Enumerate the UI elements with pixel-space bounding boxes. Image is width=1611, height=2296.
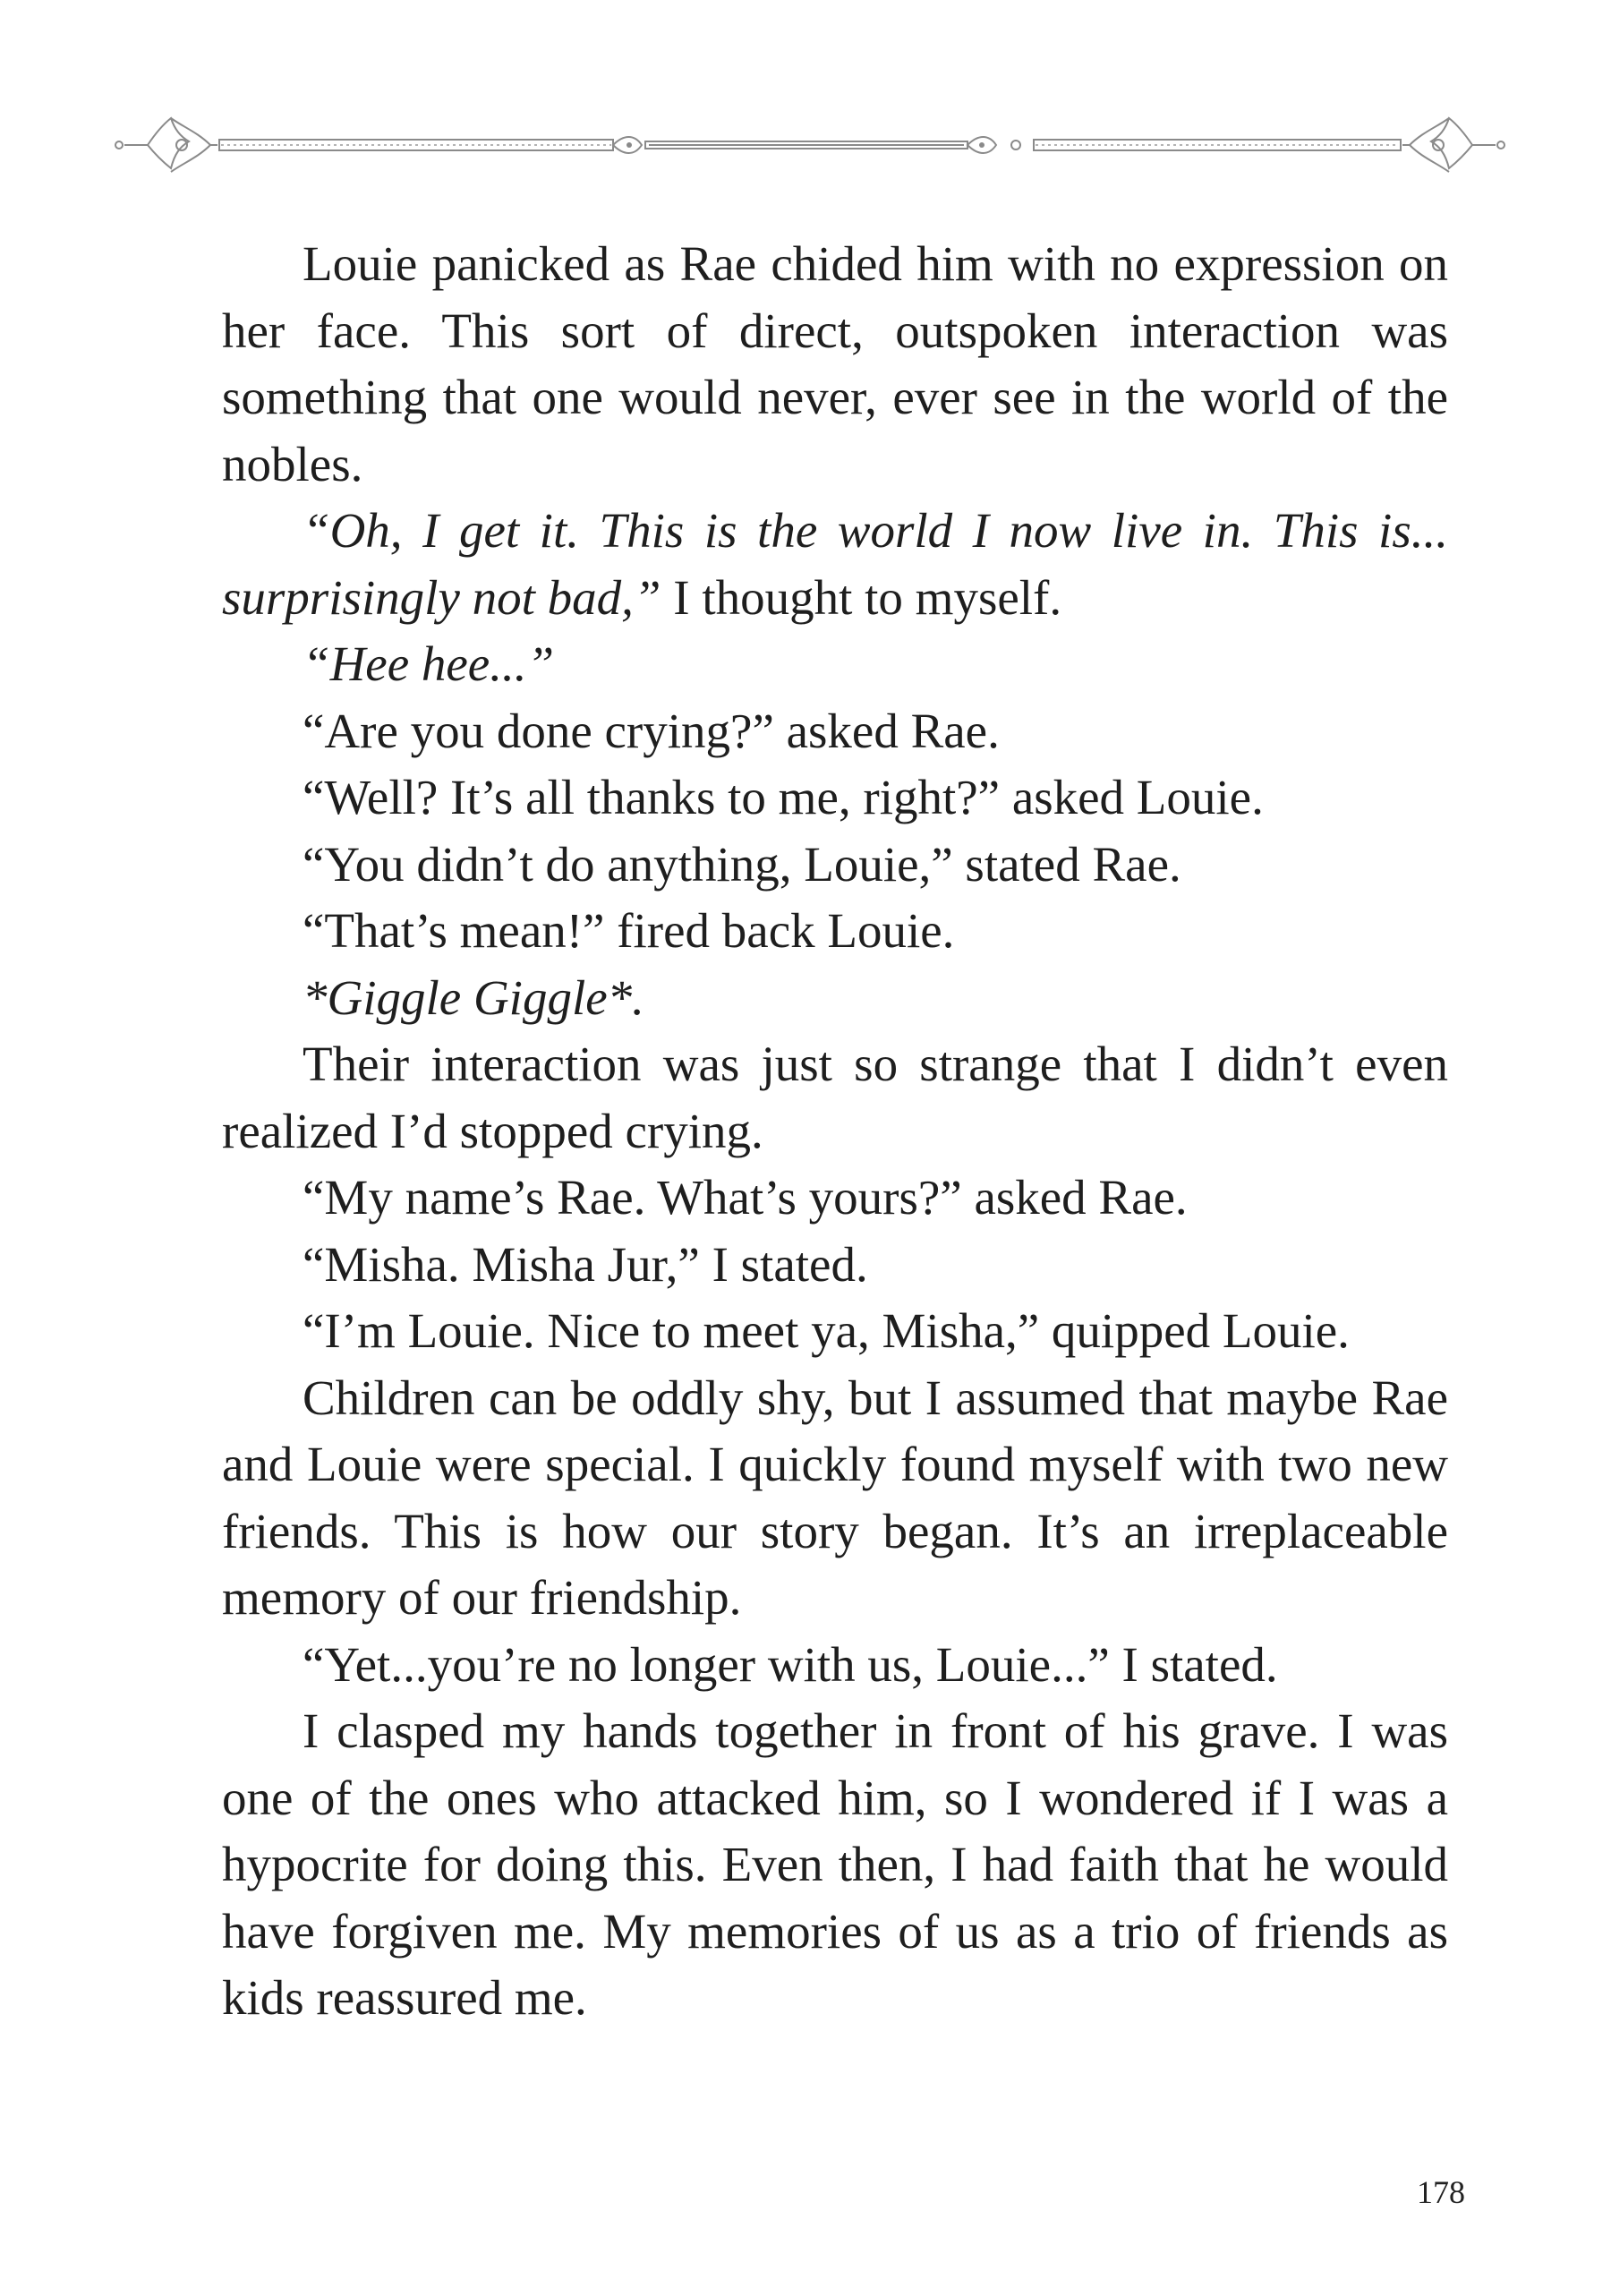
paragraph: “Are you done crying?” asked Rae. (303, 703, 1000, 758)
paragraph: Their interaction was just so strange that I didn’t even realized I’d stopped crying. (222, 1037, 1448, 1158)
paragraph: Louie panicked as Rae chided him with no expression on her face. This sort of direct, outspoken interaction was something that one would never, ever see in the world of the nobles. (222, 236, 1448, 491)
paragraph: “I’m Louie. Nice to meet ya, Misha,” quipped Louie. (303, 1303, 1350, 1358)
body-text (222, 231, 1448, 2032)
paragraph: “That’s mean!” fired back Louie. (303, 903, 955, 958)
paragraph: Children can be oddly shy, but I assumed that maybe Rae and Louie were special. I quickly found myself with two new friends. This is how our story began. It’s an irreplaceable memory of our friendship. (222, 1370, 1448, 1625)
paragraph: I clasped my hands together in front of his grave. I was one of the ones who attacked him, so I wondered if I was a hypocrite for doing this. Even then, I had faith that he would have forgiven me. My memories of us as a trio of friends as kids reassured me. (222, 1703, 1448, 2025)
paragraph: “Well? It’s all thanks to me, right?” asked Louie. (303, 770, 1264, 824)
paragraph: “My name’s Rae. What’s yours?” asked Rae. (303, 1170, 1188, 1225)
paragraph: *Giggle Giggle*. (303, 969, 644, 1025)
paragraph: “Yet...you’re no longer with us, Louie...” I stated. (303, 1636, 1278, 1692)
page-number: 178 (1417, 2174, 1465, 2210)
paragraph: “You didn’t do anything, Louie,” stated Rae. (303, 836, 1181, 892)
paragraph: “Oh, I get it. This is the world I now live in. This is... surprisingly not bad,” I thought to myself. (222, 503, 1448, 625)
paragraph: “Misha. Misha Jur,” I stated. (303, 1236, 868, 1292)
ornamental-divider-icon (112, 107, 1508, 188)
paragraph: “Hee hee...” (303, 636, 555, 691)
